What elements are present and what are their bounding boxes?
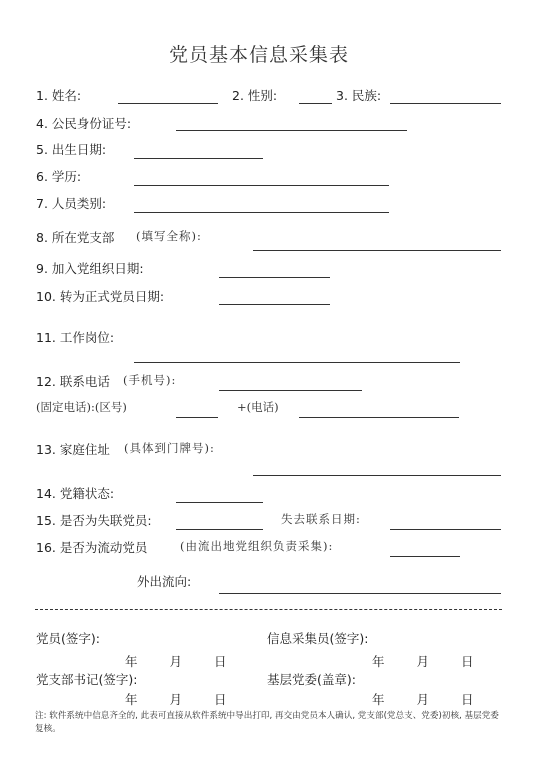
id-number-field[interactable]	[176, 130, 407, 131]
birth-date-field[interactable]	[134, 158, 263, 159]
committee-seal-label: 基层党委(盖章):	[267, 672, 356, 687]
outflow-field[interactable]	[219, 593, 501, 594]
ethnicity-field[interactable]	[390, 103, 501, 104]
year-label: 年	[125, 692, 138, 707]
committee-seal-date	[372, 690, 506, 708]
month-label: 月	[169, 692, 183, 707]
landline-field[interactable]	[299, 417, 459, 418]
education-field[interactable]	[134, 185, 389, 186]
member-signature-label: 党员(签字):	[36, 631, 100, 646]
address-hint: (具体到门牌号):	[124, 441, 215, 455]
member-type-field[interactable]	[134, 212, 389, 213]
collector-signature-date	[372, 652, 506, 670]
id-number-label: 4. 公民身份证号:	[36, 116, 132, 131]
lost-contact-date-label: 失去联系日期:	[281, 512, 361, 526]
gender-label: 2. 性别:	[232, 88, 278, 103]
join-date-label: 9. 加入党组织日期:	[36, 261, 144, 276]
status-label: 14. 党籍状态:	[36, 486, 115, 501]
secretary-signature-date	[125, 690, 259, 708]
year-label: 年	[372, 692, 385, 707]
mobile-field[interactable]	[219, 390, 362, 391]
member-type-label: 7. 人员类别:	[36, 196, 107, 211]
address-field[interactable]	[253, 475, 501, 476]
full-member-date-field[interactable]	[219, 304, 330, 305]
status-field[interactable]	[176, 502, 263, 503]
address-label: 13. 家庭住址	[36, 442, 110, 457]
birth-date-label: 5. 出生日期:	[36, 142, 107, 157]
phone-hint: (手机号):	[123, 373, 177, 387]
phone-label: 12. 联系电话	[36, 374, 110, 389]
day-label: 日	[461, 654, 474, 669]
floating-label: 16. 是否为流动党员	[36, 540, 148, 555]
day-label: 日	[214, 692, 227, 707]
branch-field[interactable]	[253, 250, 501, 251]
month-label: 月	[416, 692, 430, 707]
name-field[interactable]	[118, 103, 218, 104]
area-code-field[interactable]	[176, 417, 218, 418]
month-label: 月	[169, 654, 183, 669]
secretary-signature-label: 党支部书记(签字):	[36, 672, 138, 687]
lost-contact-label: 15. 是否为失联党员:	[36, 513, 152, 528]
full-member-date-label: 10. 转为正式党员日期:	[36, 289, 165, 304]
landline-label: (固定电话):(区号)	[36, 400, 127, 414]
gender-field[interactable]	[299, 103, 332, 104]
join-date-field[interactable]	[219, 277, 330, 278]
year-label: 年	[125, 654, 138, 669]
lost-contact-field[interactable]	[176, 529, 263, 530]
job-label: 11. 工作岗位:	[36, 330, 115, 345]
outflow-label: 外出流向:	[137, 574, 192, 589]
ethnicity-label: 3. 民族:	[336, 88, 382, 103]
floating-field[interactable]	[390, 556, 460, 557]
footnote: 注: 软件系统中信息齐全的, 此表可直接从软件系统中导出打印, 再交由党员本人确认, 党支部(党总支、党委)初核, 基层党委复核。	[35, 711, 499, 734]
day-label: 日	[461, 692, 474, 707]
month-label: 月	[416, 654, 430, 669]
floating-hint: (由流出地党组织负责采集):	[180, 539, 334, 553]
page-title: 党员基本信息采集表	[169, 44, 350, 66]
education-label: 6. 学历:	[36, 169, 82, 184]
section-divider	[35, 609, 502, 610]
name-label: 1. 姓名:	[36, 88, 82, 103]
branch-hint: (填写全称):	[136, 229, 202, 243]
job-field[interactable]	[134, 362, 460, 363]
year-label: 年	[372, 654, 385, 669]
day-label: 日	[214, 654, 227, 669]
collector-signature-label: 信息采集员(签字):	[267, 631, 369, 646]
lost-contact-date-field[interactable]	[390, 529, 501, 530]
member-signature-date	[125, 652, 259, 670]
landline-plus-label: +(电话)	[237, 400, 279, 414]
branch-label: 8. 所在党支部	[36, 230, 115, 245]
